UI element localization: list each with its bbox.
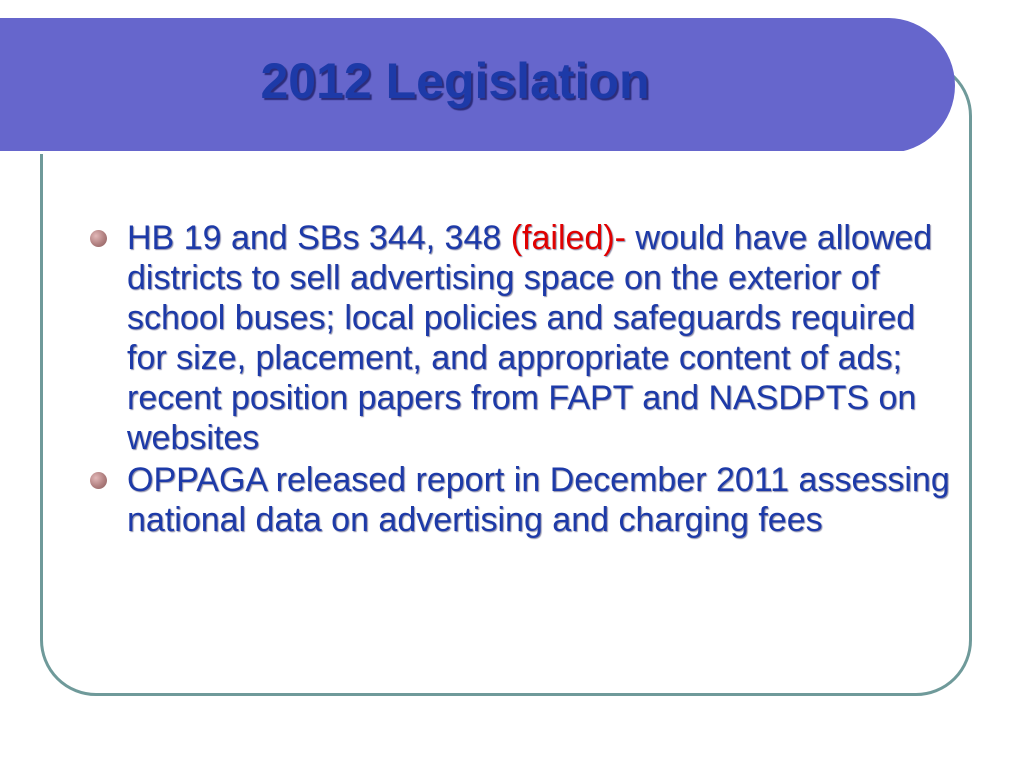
bullet-list [90, 218, 962, 542]
slide-title: 2012 Legislation [260, 53, 650, 109]
bullet-item [90, 460, 962, 540]
bullet-lead-text: HB 19 and SBs 344, 348 [127, 219, 511, 257]
failed-status-text: (failed)- [510, 219, 626, 257]
bullet-item [90, 218, 962, 458]
bullet-dot-icon [90, 230, 107, 247]
bullet-dot-icon [90, 472, 107, 489]
bullet-lead-text: OPPAGA released report in December 2011 assessing national data on advertising and charging fees [127, 461, 950, 539]
title-underline [0, 151, 905, 154]
bullet-rest-text: would have allowed districts to sell advertising space on the exterior of school buses; local policies and safeguards required for size, placement, and appropriate content of ads; recent position papers from FAPT and NASDPTS on websites [127, 219, 933, 457]
